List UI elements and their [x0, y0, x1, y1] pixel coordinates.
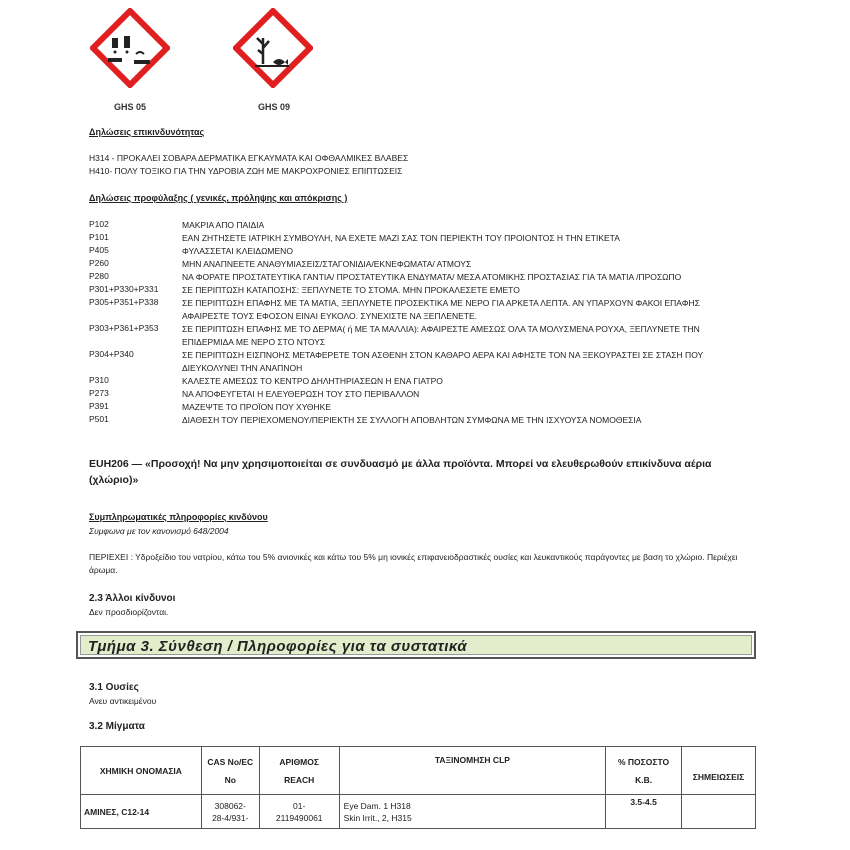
regulation-note: Συμφωνα με τον κανονισμό 648/2004 [89, 526, 229, 536]
precaution-text: ΣΕ ΠΕΡΙΠΤΩΣΗ ΚΑΤΑΠΟΣΗΣ: ΞΕΠΛΥΝΕΤΕ ΤΟ ΣΤΟΜΑ. ΜΗΝ ΠΡΟΚΑΛΕΣΕΤΕ ΕΜΕΤΟ [182, 285, 520, 295]
precaution-code: P260 [89, 258, 109, 268]
precaution-code: P310 [89, 375, 109, 385]
cell-percent: 3.5-4.5 [606, 795, 682, 829]
precaution-text: ΣΕ ΠΕΡΙΠΤΩΣΗ ΕΠΑΦΗΣ ΜΕ ΤΟ ΔΕΡΜΑ( ή ΜΕ ΤΑ ΜΑΛΛΙΑ): ΑΦΑΙΡΕΣΤΕ ΑΜΕΣΩΣ ΟΛΑ ΤΑ ΜΟΛΥΣΜΕΝΑ ΡΟΥΧΑ, ΞΕΠΛΥΝΕΤΕ ΤΗΝ ΕΠΙΔΕΡΜΙΔΑ ΜΕ ΝΕΡΟ ΣΤΟ ΝΤΟΥΣ [182, 324, 700, 347]
precaution-text: ΔΙΑΘΕΣΗ ΤΟΥ ΠΕΡΙΕΧΟΜΕΝΟΥ/ΠΕΡΙΕΚΤΗ ΣΕ ΣΥΛΛΟΓΗ ΑΠΟΒΛΗΤΩΝ ΣΥΜΦΩΝΑ ΜΕ ΤΗΝ ΙΣΧΥΟΥΣΑ ΝΟΜΟΘΕΣΙΑ [182, 415, 642, 425]
cell-name: ΑΜΙΝΕΣ, C12-14 [81, 795, 202, 829]
header-cas: CAS No/EC No [201, 747, 259, 795]
precaution-code: P280 [89, 271, 109, 281]
ghs05-pictogram [90, 8, 170, 93]
other-hazards-heading: 2.3 Άλλοι κίνδυνοι [89, 593, 176, 604]
table-header-row [81, 747, 756, 795]
precaution-text: ΜΑΚΡΙΑ ΑΠΟ ΠΑΙΔΙΑ [182, 220, 265, 230]
cell-reach: 01- 2119490061 [259, 795, 339, 829]
precaution-text: ΜΑΖΕΨΤΕ ΤΟ ΠΡΟΪΟΝ ΠΟΥ ΧΥΘΗΚΕ [182, 402, 331, 412]
ghs09-label: GHS 09 [258, 102, 291, 112]
supplementary-heading: Συμπληρωματικές πληροφορίες κινδύνου [89, 512, 268, 522]
precaution-heading: Δηλώσεις προφύλαξης ( γενικές, πρόληψης και απόκρισης ) [89, 193, 348, 203]
precaution-text: ΜΗΝ ΑΝΑΠΝΕΕΤΕ ΑΝΑΘΥΜΙΑΣΕΙΣ/ΣΤΑΓΟΝΙΔΙΑ/ΕΚΝΕΦΩΜΑΤΑ/ ΑΤΜΟΥΣ [182, 259, 472, 269]
header-clp: ΤΑΞΙΝΟΜΗΣΗ CLP [339, 747, 605, 795]
precaution-code: P391 [89, 401, 109, 411]
table-row [81, 795, 756, 829]
precaution-code: P102 [89, 219, 109, 229]
header-percent: % ΠΟΣΟΣΤΟ Κ.Β. [606, 747, 682, 795]
hazard-line: H410- ΠΟΛΥ ΤΟΞΙΚΟ ΓΙΑ ΤΗΝ ΥΔΡΟΒΙΑ ΖΩΗ ΜΕ ΜΑΚΡΟΧΡΟΝΙΕΣ ΕΠΙΠΤΩΣΕΙΣ [89, 166, 403, 176]
precaution-code: P501 [89, 414, 109, 424]
substances-text: Ανευ αντικειμένου [89, 696, 157, 706]
mixtures-table [80, 746, 756, 829]
precaution-code: P304+P340 [89, 349, 134, 359]
precaution-code: P273 [89, 388, 109, 398]
hazard-heading: Δηλώσεις επικινδυνότητας [89, 127, 205, 137]
ghs05-label: GHS 05 [114, 102, 147, 112]
precaution-text: ΣΕ ΠΕΡΙΠΤΩΣΗ ΕΠΑΦΗΣ ΜΕ ΤΑ ΜΑΤΙΑ, ΞΕΠΛΥΝΕΤΕ ΠΡΟΣΕΚΤΙΚΑ ΜΕ ΝΕΡΟ ΓΙΑ ΑΡΚΕΤΑ ΛΕΠΤΑ. ΑΝ ΥΠΑΡΧΟΥΝ ΦΑΚΟΙ ΕΠΑΦΗΣ ΑΦΑΙΡΕΣΤΕ ΤΟΥΣ ΕΦΟΣΟΝ ΕΙΝΑΙ ΕΥΚΟΛΟ. ΣΥΝΕΧΙΣΤΕ ΝΑ ΞΕΠΛΕΝΕΤΕ. [182, 298, 700, 321]
environment-icon [233, 8, 313, 88]
precaution-text: ΕΑΝ ΖΗΤΗΣΕΤΕ ΙΑΤΡΙΚΗ ΣΥΜΒΟΥΛΗ, ΝΑ ΕΧΕΤΕ ΜΑΖΙ ΣΑΣ ΤΟΝ ΠΕΡΙΕΚΤΗ ΤΟΥ ΠΡΟΙΟΝΤΟΣ Η ΤΗΝ ΕΤΙΚΕΤΑ [182, 233, 620, 243]
cell-clp: Eye Dam. 1 H318 Skin Irrit., 2, H315 [339, 795, 605, 829]
precaution-code: P301+P330+P331 [89, 284, 159, 294]
mixtures-heading: 3.2 Μίγματα [89, 721, 145, 732]
other-hazards-text: Δεν προσδιορίζονται. [89, 607, 169, 617]
header-notes: ΣΗΜΕΙΩΣΕΙΣ [682, 747, 756, 795]
precaution-code: P305+P351+P338 [89, 297, 159, 307]
substances-heading: 3.1 Ουσίες [89, 682, 139, 693]
precaution-code: P405 [89, 245, 109, 255]
precaution-text: ΝΑ ΦΟΡΑΤΕ ΠΡΟΣΤΑΤΕΥΤΙΚΑ ΓΑΝΤΙΑ/ ΠΡΟΣΤΑΤΕΥΤΙΚΑ ΕΝΔΥΜΑΤΑ/ ΜΕΣΑ ΑΤΟΜΙΚΗΣ ΠΡΟΣΤΑΣΙΑΣ ΓΙΑ ΤΑ ΜΑΤΙΑ /ΠΡΟΣΩΠΟ [182, 272, 682, 282]
cell-cas: 308062- 28-4/931- [201, 795, 259, 829]
header-reach: ΑΡΙΘΜΟΣ REACH [259, 747, 339, 795]
precaution-code: P101 [89, 232, 109, 242]
precaution-text: ΣΕ ΠΕΡΙΠΤΩΣΗ ΕΙΣΠΝΟΗΣ ΜΕΤΑΦΕΡΕΤΕ ΤΟΝ ΑΣΘΕΝΗ ΣΤΟΝ ΚΑΘΑΡΟ ΑΕΡΑ ΚΑΙ ΑΦΗΣΤΕ ΤΟΝ ΝΑ ΞΕΚΟΥΡΑΣΤΕΙ ΣΕ ΣΤΑΣΗ ΠΟΥ ΔΙΕΥΚΟΛΥΝΕΙ ΤΗΝ ΑΝΑΠΝΟΗ [182, 350, 704, 373]
section3-title: Τμήμα 3. Σύνθεση / Πληροφορίες για τα συστατικά [88, 638, 468, 655]
corrosion-icon [90, 8, 170, 88]
euh206-statement: EUH206 — «Προσοχή! Να μην χρησιμοποιείται σε συνδυασμό με άλλα προϊόντα. Μπορεί να ελευθερωθούν επικίνδυνα αέρια (χλώριο)» [89, 458, 712, 486]
cell-notes [682, 795, 756, 829]
precaution-text: ΝΑ ΑΠΟΦΕΥΓΕΤΑΙ Η ΕΛΕΥΘΕΡΩΣΗ ΤΟΥ ΣΤΟ ΠΕΡΙΒΑΛΛΟΝ [182, 389, 420, 399]
section3-banner [76, 631, 756, 659]
ghs09-pictogram [233, 8, 313, 93]
precaution-text: ΚΑΛΕΣΤΕ ΑΜΕΣΩΣ ΤΟ ΚΕΝΤΡΟ ΔΗΛΗΤΗΡΙΑΣΕΩΝ Η ΕΝΑ ΓΙΑΤΡΟ [182, 376, 443, 386]
contents-text: ΠΕΡΙΕΧΕΙ : Υδροξείδιο του νατρίου, κάτω του 5% ανιονικές και κάτω του 5% μη ιονικές επιφανειοδραστικές ουσίες και λευκαντικούς παράγοντες με βαση το χλώριο. Περιέχει άρωμα. [89, 552, 738, 575]
hazard-line: H314 - ΠΡΟΚΑΛΕΙ ΣΟΒΑΡΑ ΔΕΡΜΑΤΙΚΑ ΕΓΚΑΥΜΑΤΑ ΚΑΙ ΟΦΘΑΛΜΙΚΕΣ ΒΛΑΒΕΣ [89, 153, 409, 163]
precaution-text: ΦΥΛΑΣΣΕΤΑΙ ΚΛΕΙΔΩΜΕΝΟ [182, 246, 293, 256]
header-name: ΧΗΜΙΚΗ ΟΝΟΜΑΣΙΑ [81, 747, 202, 795]
precaution-code: P303+P361+P353 [89, 323, 159, 333]
